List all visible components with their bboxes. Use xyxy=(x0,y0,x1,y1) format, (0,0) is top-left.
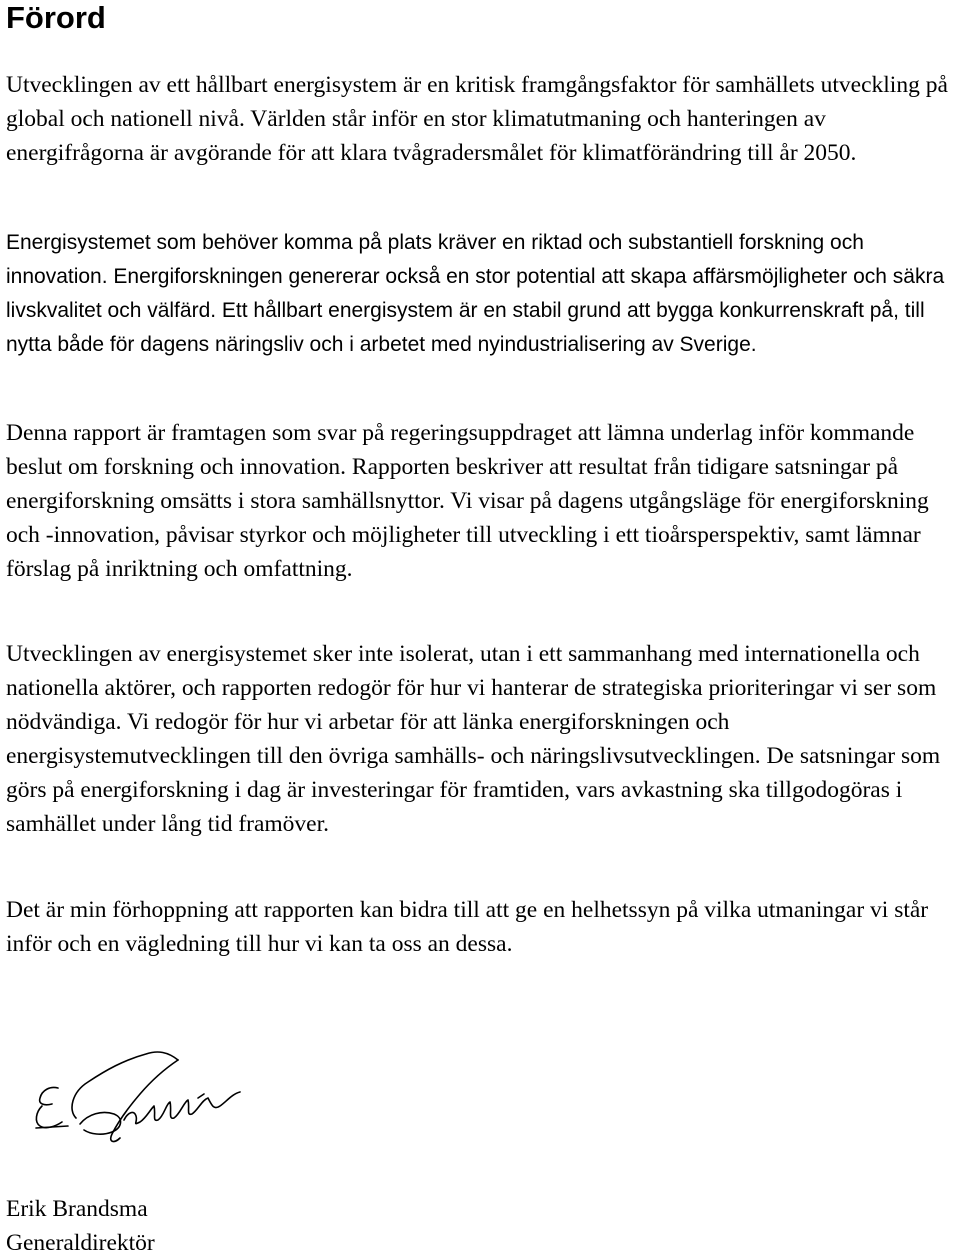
paragraph-4: Utvecklingen av energisystemet sker inte isolerat, utan i ett sammanhang med internationella och nationella aktörer, och rapporten redogör för hur vi hanterar de strategiska prioriteringar vi ser som nödvändiga. Vi redogör för hur vi arbetar för att länka energiforskningen och energisystemutvecklingen till den övriga samhälls- och näringslivsutvecklingen. De satsningar som görs på energiforskning i dag är investeringar för framtiden, vars avkastning ska tillgodogöras i samhället under lång tid framöver. xyxy=(6,641,941,837)
paragraph-2: Energisystemet som behöver komma på plats kräver en riktad och substantiell forskning och innovation. Energiforskningen genererar också en stor potential att skapa affärsmöjligheter och säkra livskvalitet och välfärd. Ett hållbart energisystem är en stabil grund att bygga konkurrenskraft på, till nytta både för dagens näringsliv och i arbetet med nyindustrialisering av Sverige. xyxy=(6,231,945,356)
document-page xyxy=(6,0,956,1256)
paragraph-1: Utvecklingen av ett hållbart energisystem är en kritisk framgångsfaktor för samhällets utveckling på global och nationell nivå. Världen står inför en stor klimatutmaning och hanteringen av energifrågorna är avgörande för att klara tvågradersmålet för klimatförändring till år 2050. xyxy=(6,72,948,166)
signature-block xyxy=(6,1192,155,1260)
handwritten-signature xyxy=(28,1040,258,1150)
paragraph-5: Det är min förhoppning att rapporten kan bidra till att ge en helhetssyn på vilka utmaningar vi står inför och en vägledning till hur vi kan ta oss an dessa. xyxy=(6,897,929,957)
signatory-name: Erik Brandsma xyxy=(6,1196,148,1222)
signatory-role: Generaldirektör xyxy=(6,1230,155,1256)
page-title: Förord xyxy=(6,0,106,35)
paragraph-3: Denna rapport är framtagen som svar på regeringsuppdraget att lämna underlag inför kommande beslut om forskning och innovation. Rapporten beskriver att resultat från tidigare satsningar på energiforskning omsätts i stora samhällsnyttor. Vi visar på dagens utgångsläge för energiforskning och -innovation, påvisar styrkor och möjligheter till utveckling i ett tioårsperspektiv, samt lämnar förslag på inriktning och omfattning. xyxy=(6,420,929,582)
